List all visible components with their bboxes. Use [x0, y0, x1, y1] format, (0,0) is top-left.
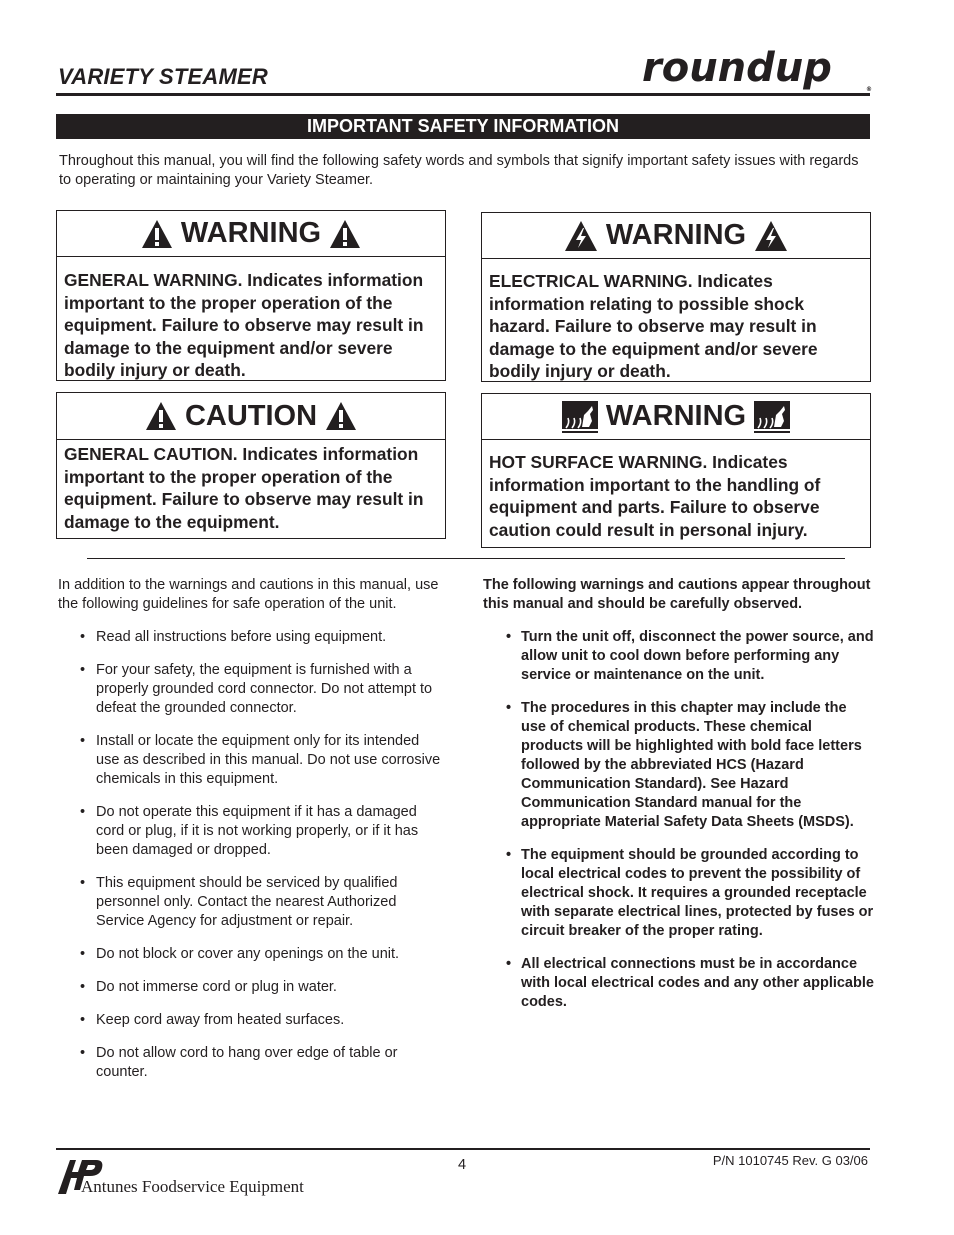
list-item: • For your safety, the equipment is furnished with a properly grounded cord connector. Do not attempt to defeat the grounded connector.: [58, 661, 446, 718]
general-caution-header: [57, 393, 445, 440]
general-warning-header: [57, 211, 445, 257]
list-item: • The procedures in this chapter may include the use of chemical products. These chemical products will be highlighted with bold face letters followed by the abbreviated HCS (Hazard Communication Standard). See Hazard Communication Standard manual for the appropriate Material Safety Data Sheets (MSDS).: [483, 699, 875, 832]
warnings-column: [483, 576, 875, 1026]
electrical-warning-header: [482, 213, 870, 259]
list-item: • The equipment should be grounded according to local electrical codes to prevent the possibility of electrical shock. It requires a grounded receptacle with separate electrical lines, protected by fuses or circuit breaker of the proper rating.: [483, 846, 875, 941]
list-item: • Do not operate this equipment if it has a damaged cord or plug, if it is not working properly, or if it has been damaged or dropped.: [58, 803, 446, 860]
general-caution-text: GENERAL CAUTION. Indicates information important to the proper operation of the equipment. Failure to observe may result in damage to the equipment.: [64, 444, 424, 532]
list-item: • Do not block or cover any openings on the unit.: [58, 945, 446, 964]
svg-text:roundup: roundup: [642, 45, 832, 91]
guidelines-lead: In addition to the warnings and cautions in this manual, use the following guidelines for safe operation of the unit.: [58, 577, 439, 612]
hot-surface-warning-text: HOT SURFACE WARNING. Indicates information important to the handling of equipment and parts. Failure to observe caution could result in personal injury.: [489, 452, 821, 540]
list-item: • Do not allow cord to hang over edge of table or counter.: [58, 1044, 446, 1082]
list-item: • Keep cord away from heated surfaces.: [58, 1011, 446, 1030]
list-item: • Install or locate the equipment only for its intended use as described in this manual. Do not use corrosive chemicals in this equipment.: [58, 732, 446, 789]
hot-surface-icon: [754, 401, 790, 433]
general-caution-heading: CAUTION: [184, 399, 318, 432]
general-warning-heading: WARNING: [180, 217, 322, 249]
hot-surface-icon: [562, 401, 598, 433]
exclamation-triangle-icon: [141, 219, 173, 249]
lightning-triangle-icon: [564, 220, 598, 252]
warnings-list: [483, 628, 875, 1012]
hot-surface-warning-heading: WARNING: [605, 400, 747, 432]
list-item: • Do not immerse cord or plug in water.: [58, 978, 446, 997]
part-number: P/N 1010745 Rev. G 03/06: [712, 1153, 868, 1168]
list-item: • Read all instructions before using equipment.: [58, 628, 446, 647]
lightning-triangle-icon: [754, 220, 788, 252]
hot-surface-warning-box: [481, 393, 871, 548]
hot-surface-warning-header: [482, 394, 870, 440]
document-title: VARIETY STEAMER: [58, 64, 268, 89]
electrical-warning-text: ELECTRICAL WARNING. Indicates information relating to possible shock hazard. Failure to observe may result in damage to the equipment and/or severe bodily injury or death.: [489, 271, 818, 382]
warnings-lead: The following warnings and cautions appear throughout this manual and should be carefully observed.: [483, 577, 871, 612]
exclamation-triangle-icon: [329, 219, 361, 249]
footer-divider: [56, 1148, 870, 1150]
svg-text:®: ®: [866, 86, 872, 93]
safety-guidelines-column: [58, 576, 446, 1096]
list-item: • All electrical connections must be in accordance with local electrical codes and any other applicable codes.: [483, 955, 875, 1012]
section-heading: IMPORTANT SAFETY INFORMATION: [56, 114, 870, 139]
exclamation-triangle-icon: [325, 401, 357, 431]
content-divider: [87, 558, 845, 559]
guidelines-list: [58, 628, 446, 1082]
electrical-warning-heading: WARNING: [605, 219, 747, 251]
intro-paragraph: Throughout this manual, you will find the following safety words and symbols that signify important safety issues with regards to operating or maintaining your Variety Steamer.: [59, 153, 859, 188]
roundup-logo: [640, 44, 874, 94]
company-name: Antunes Foodservice Equipment: [81, 1177, 304, 1196]
list-item: • Turn the unit off, disconnect the power source, and allow unit to cool down before performing any service or maintenance on the unit.: [483, 628, 875, 685]
general-warning-box: [56, 210, 446, 381]
exclamation-triangle-icon: [145, 401, 177, 431]
electrical-warning-box: [481, 212, 871, 382]
general-caution-box: [56, 392, 446, 539]
page-number: 4: [458, 1157, 467, 1173]
list-item: • This equipment should be serviced by qualified personnel only. Contact the nearest Authorized Service Agency for adjustment or repair.: [58, 874, 446, 931]
general-warning-text: GENERAL WARNING. Indicates information important to the proper operation of the equipment. Failure to observe may result in damage to the equipment and/or severe bodily injury or death.: [64, 270, 424, 381]
header-divider: [56, 93, 870, 96]
